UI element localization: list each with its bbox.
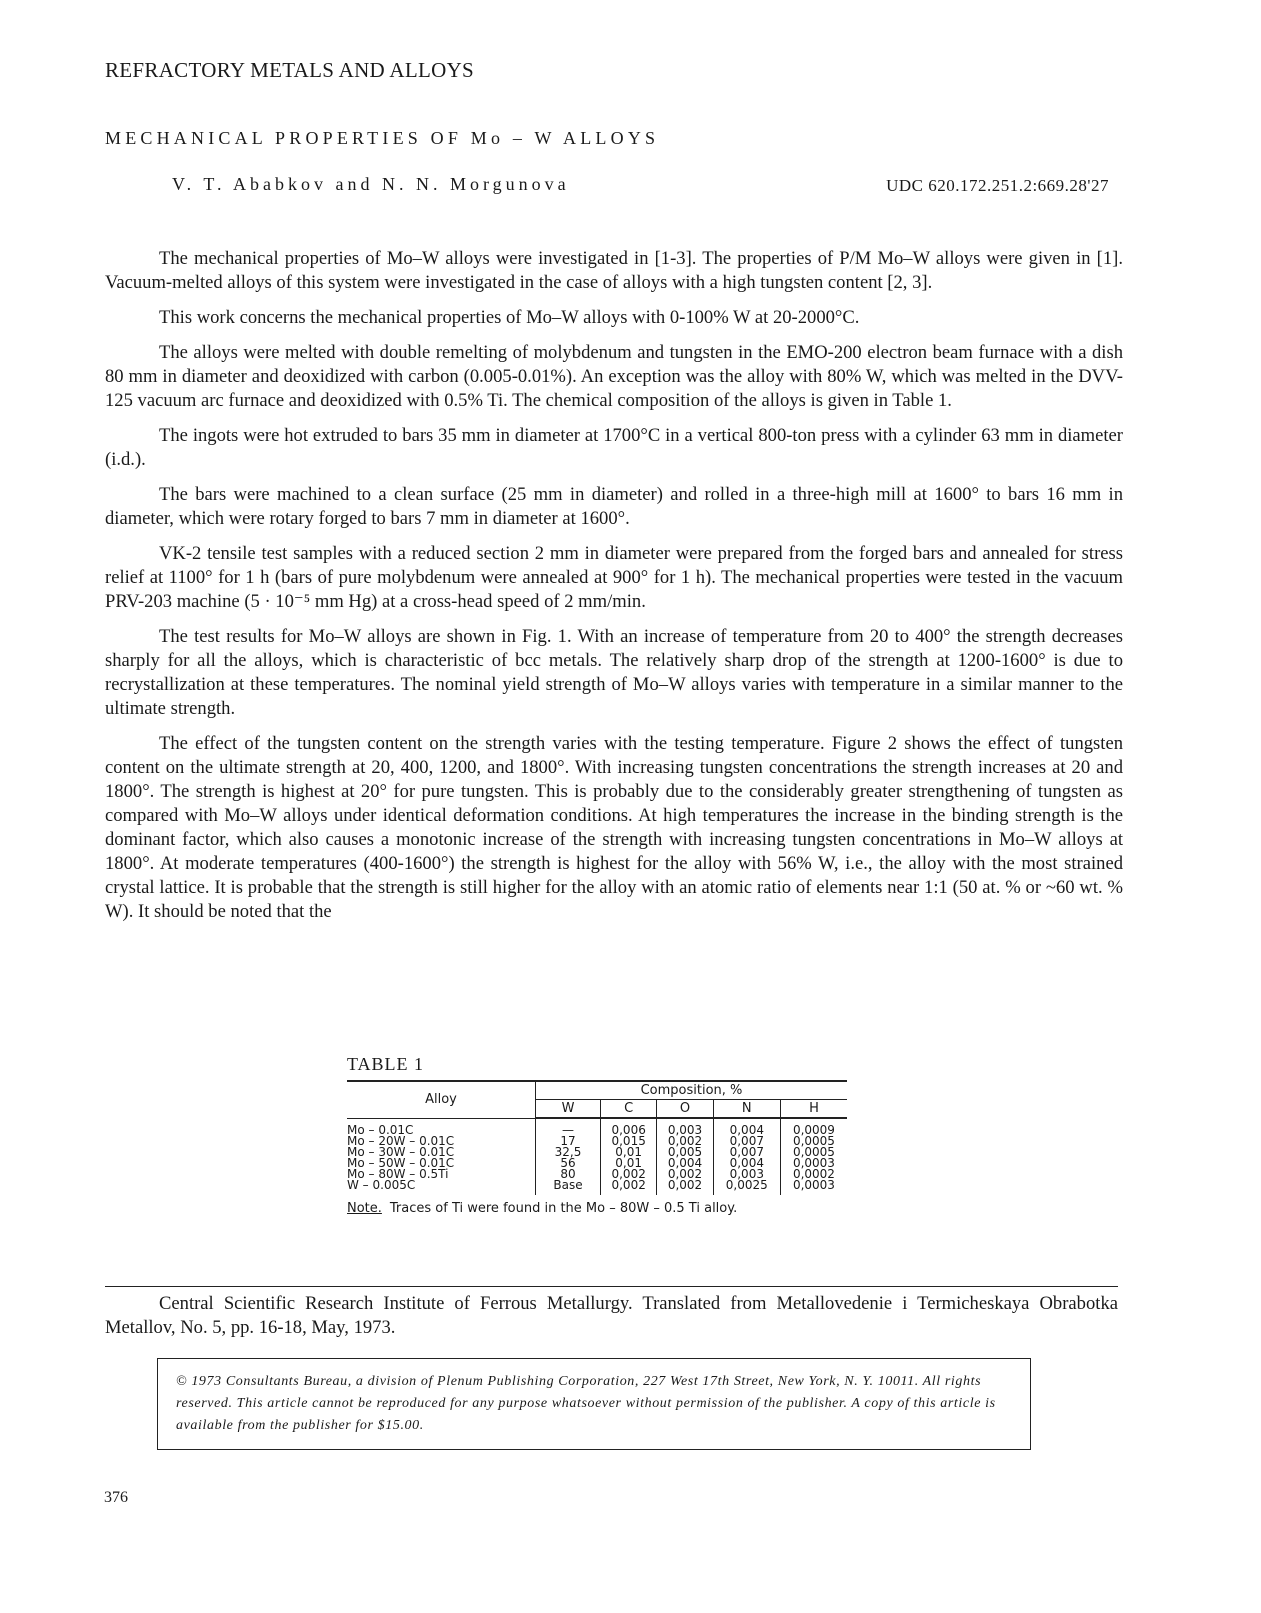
col-header-n: N: [713, 1100, 780, 1119]
paragraph-4: The ingots were hot extruded to bars 35 mm in diameter at 1700°C in a vertical 800-ton press with a cylinder 63 mm in diameter (i.d.).: [105, 425, 1123, 470]
h-cell: 0,0002: [792, 1167, 835, 1181]
footnote-rule: [105, 1286, 1118, 1287]
article-title: MECHANICAL PROPERTIES OF Mo – W ALLOYS: [105, 128, 660, 148]
table-1: [347, 1054, 847, 1216]
composition-table: [347, 1080, 847, 1195]
paragraph-5: The bars were machined to a clean surface (25 mm in diameter) and rolled in a three-high mill at 1600° to bars 16 mm in diameter, which were rotary forged to bars 7 mm in diameter at 1600°.: [105, 484, 1123, 529]
alloy-cell: Mo – 30W – 0.01C: [347, 1144, 455, 1159]
col-header-w: W: [536, 1100, 601, 1119]
paragraph-6: VK-2 tensile test samples with a reduced section 2 mm in diameter were prepared from the forged bars and annealed for stress relief at 1100° for 1 h (bars of pure molybdenum were annealed at 900° for 1 h). The mechanical properties were tested in the vacuum PRV-203 machine (5 · 10⁻⁵ mm Hg) at a cross-head speed of 2 mm/min.: [105, 543, 1123, 612]
h-column: [780, 1118, 847, 1195]
w-cell: 80: [560, 1167, 576, 1181]
page-number: 376: [104, 1489, 128, 1506]
affiliation-note: Central Scientific Research Institute of Ferrous Metallurgy. Translated from Metallovedenie i Termicheskaya Obrabotka Metallov, No. 5, pp. 16-18, May, 1973.: [105, 1293, 1118, 1338]
alloy-cell: Mo – 80W – 0.5Ti: [347, 1166, 449, 1181]
n-cell: 0,007: [729, 1145, 764, 1159]
alloy-column: [347, 1118, 536, 1195]
note-text: Traces of Ti were found in the Mo – 80W – 0.5 Ti alloy.: [389, 1201, 738, 1216]
n-cell: 0,004: [729, 1156, 764, 1170]
paragraph-7: The test results for Mo–W alloys are shown in Fig. 1. With an increase of temperature from 20 to 400° the strength decreases sharply for all the alloys, which is characteristic of bcc metals. The relatively sharp drop of the strength at 1200-1600° is due to recrystallization at these temperatures. The nominal yield strength of Mo–W alloys varies with temperature in a similar manner to the ultimate strength.: [105, 626, 1123, 719]
n-cell: 0,0025: [725, 1178, 768, 1192]
w-cell: 32,5: [554, 1145, 582, 1159]
c-cell: 0,002: [611, 1167, 646, 1181]
composition-header: Composition, %: [536, 1081, 848, 1100]
o-cell: 0,002: [667, 1178, 703, 1192]
copyright-box: © 1973 Consultants Bureau, a division of Plenum Publishing Corporation, 227 West 17th Street, New York, N. Y. 10011. All rights reserved. This article cannot be reproduced for any purpose whatsoever without permission of the publisher. A copy of this article is available from the publisher for $15.00.: [157, 1358, 1031, 1450]
w-cell: 56: [560, 1156, 576, 1170]
col-header-c: C: [601, 1100, 657, 1119]
h-cell: 0,0009: [792, 1123, 835, 1137]
h-cell: 0,0003: [792, 1156, 835, 1170]
table-label: TABLE 1: [347, 1054, 425, 1074]
n-cell: 0,007: [729, 1134, 764, 1148]
section-title: REFRACTORY METALS AND ALLOYS: [105, 58, 475, 82]
note-label: Note.: [347, 1201, 382, 1216]
paragraph-3: The alloys were melted with double remelting of molybdenum and tungsten in the EMO-200 electron beam furnace with a dish 80 mm in diameter and deoxidized with carbon (0.005-0.01%). An exception was the alloy with 80% W, which was melted in the DVV-125 vacuum arc furnace and deoxidized with 0.5% Ti. The chemical composition of the alloys is given in Table 1.: [105, 342, 1123, 411]
col-header-h: H: [780, 1100, 847, 1119]
h-cell: 0,0005: [792, 1145, 835, 1159]
c-cell: 0,006: [611, 1123, 646, 1137]
paragraph-8: The effect of the tungsten content on the strength varies with the testing temperature. Figure 2 shows the effect of tungsten content on the ultimate strength at 20, 400, 1200, and 1800°. With increasing tungsten concentrations the strength increases at 20 and 1800°. The strength is highest at 20° for pure tungsten. This is probably due to the considerably greater strengthening of tungsten as compared with Mo–W alloys under identical deformation conditions. At high temperatures the increase in the binding strength is the dominant factor, which also causes a monotonic increase of the strength with increasing tungsten concentrations in Mo–W alloys at 1800°. At moderate temperatures (400-1600°) the strength is highest for the alloy with 56% W, i.e., the alloy with the most strained crystal lattice. It is probable that the strength is still higher for the alloy with an atomic ratio of elements near 1:1 (50 at. % or ~60 wt. % W). It should be noted that the: [105, 733, 1123, 922]
o-cell: 0,005: [667, 1145, 703, 1159]
o-column: [657, 1118, 713, 1195]
alloy-cell: Mo – 0.01C: [347, 1122, 414, 1137]
udc-code: UDC 620.172.251.2:669.28'27: [886, 176, 1109, 195]
o-cell: 0,002: [667, 1167, 703, 1181]
o-cell: 0,003: [667, 1123, 703, 1137]
n-cell: 0,004: [729, 1123, 764, 1137]
c-column: [601, 1118, 657, 1195]
w-cell: —: [562, 1123, 574, 1137]
c-cell: 0,01: [615, 1145, 643, 1159]
paragraph-2: This work concerns the mechanical properties of Mo–W alloys with 0-100% W at 20-2000°C.: [159, 307, 860, 328]
n-cell: 0,003: [729, 1167, 764, 1181]
table-note: [347, 1201, 847, 1216]
w-cell: Base: [553, 1178, 583, 1192]
o-cell: 0,004: [667, 1156, 703, 1170]
w-cell: 17: [560, 1134, 576, 1148]
c-cell: 0,01: [615, 1156, 643, 1170]
h-cell: 0,0003: [792, 1178, 835, 1192]
n-column: [713, 1118, 780, 1195]
h-cell: 0,0005: [792, 1134, 835, 1148]
col-header-o: O: [657, 1100, 713, 1119]
c-cell: 0,002: [611, 1178, 646, 1192]
alloy-cell: W – 0.005C: [347, 1177, 416, 1192]
paragraph-1: The mechanical properties of Mo–W alloys were investigated in [1-3]. The properties of P/M Mo–W alloys were given in [1]. Vacuum-melted alloys of this system were investigated in the case of alloys with a high tungsten content [2, 3].: [105, 248, 1123, 293]
w-column: [536, 1118, 601, 1195]
c-cell: 0,015: [611, 1134, 646, 1148]
o-cell: 0,002: [667, 1134, 703, 1148]
alloy-cell: Mo – 20W – 0.01C: [347, 1133, 455, 1148]
authors: V. T. Ababkov and N. N. Morgunova: [172, 174, 570, 194]
alloy-header: Alloy: [347, 1081, 536, 1118]
article-body: [105, 247, 1123, 935]
alloy-cell: Mo – 50W – 0.01C: [347, 1155, 455, 1170]
